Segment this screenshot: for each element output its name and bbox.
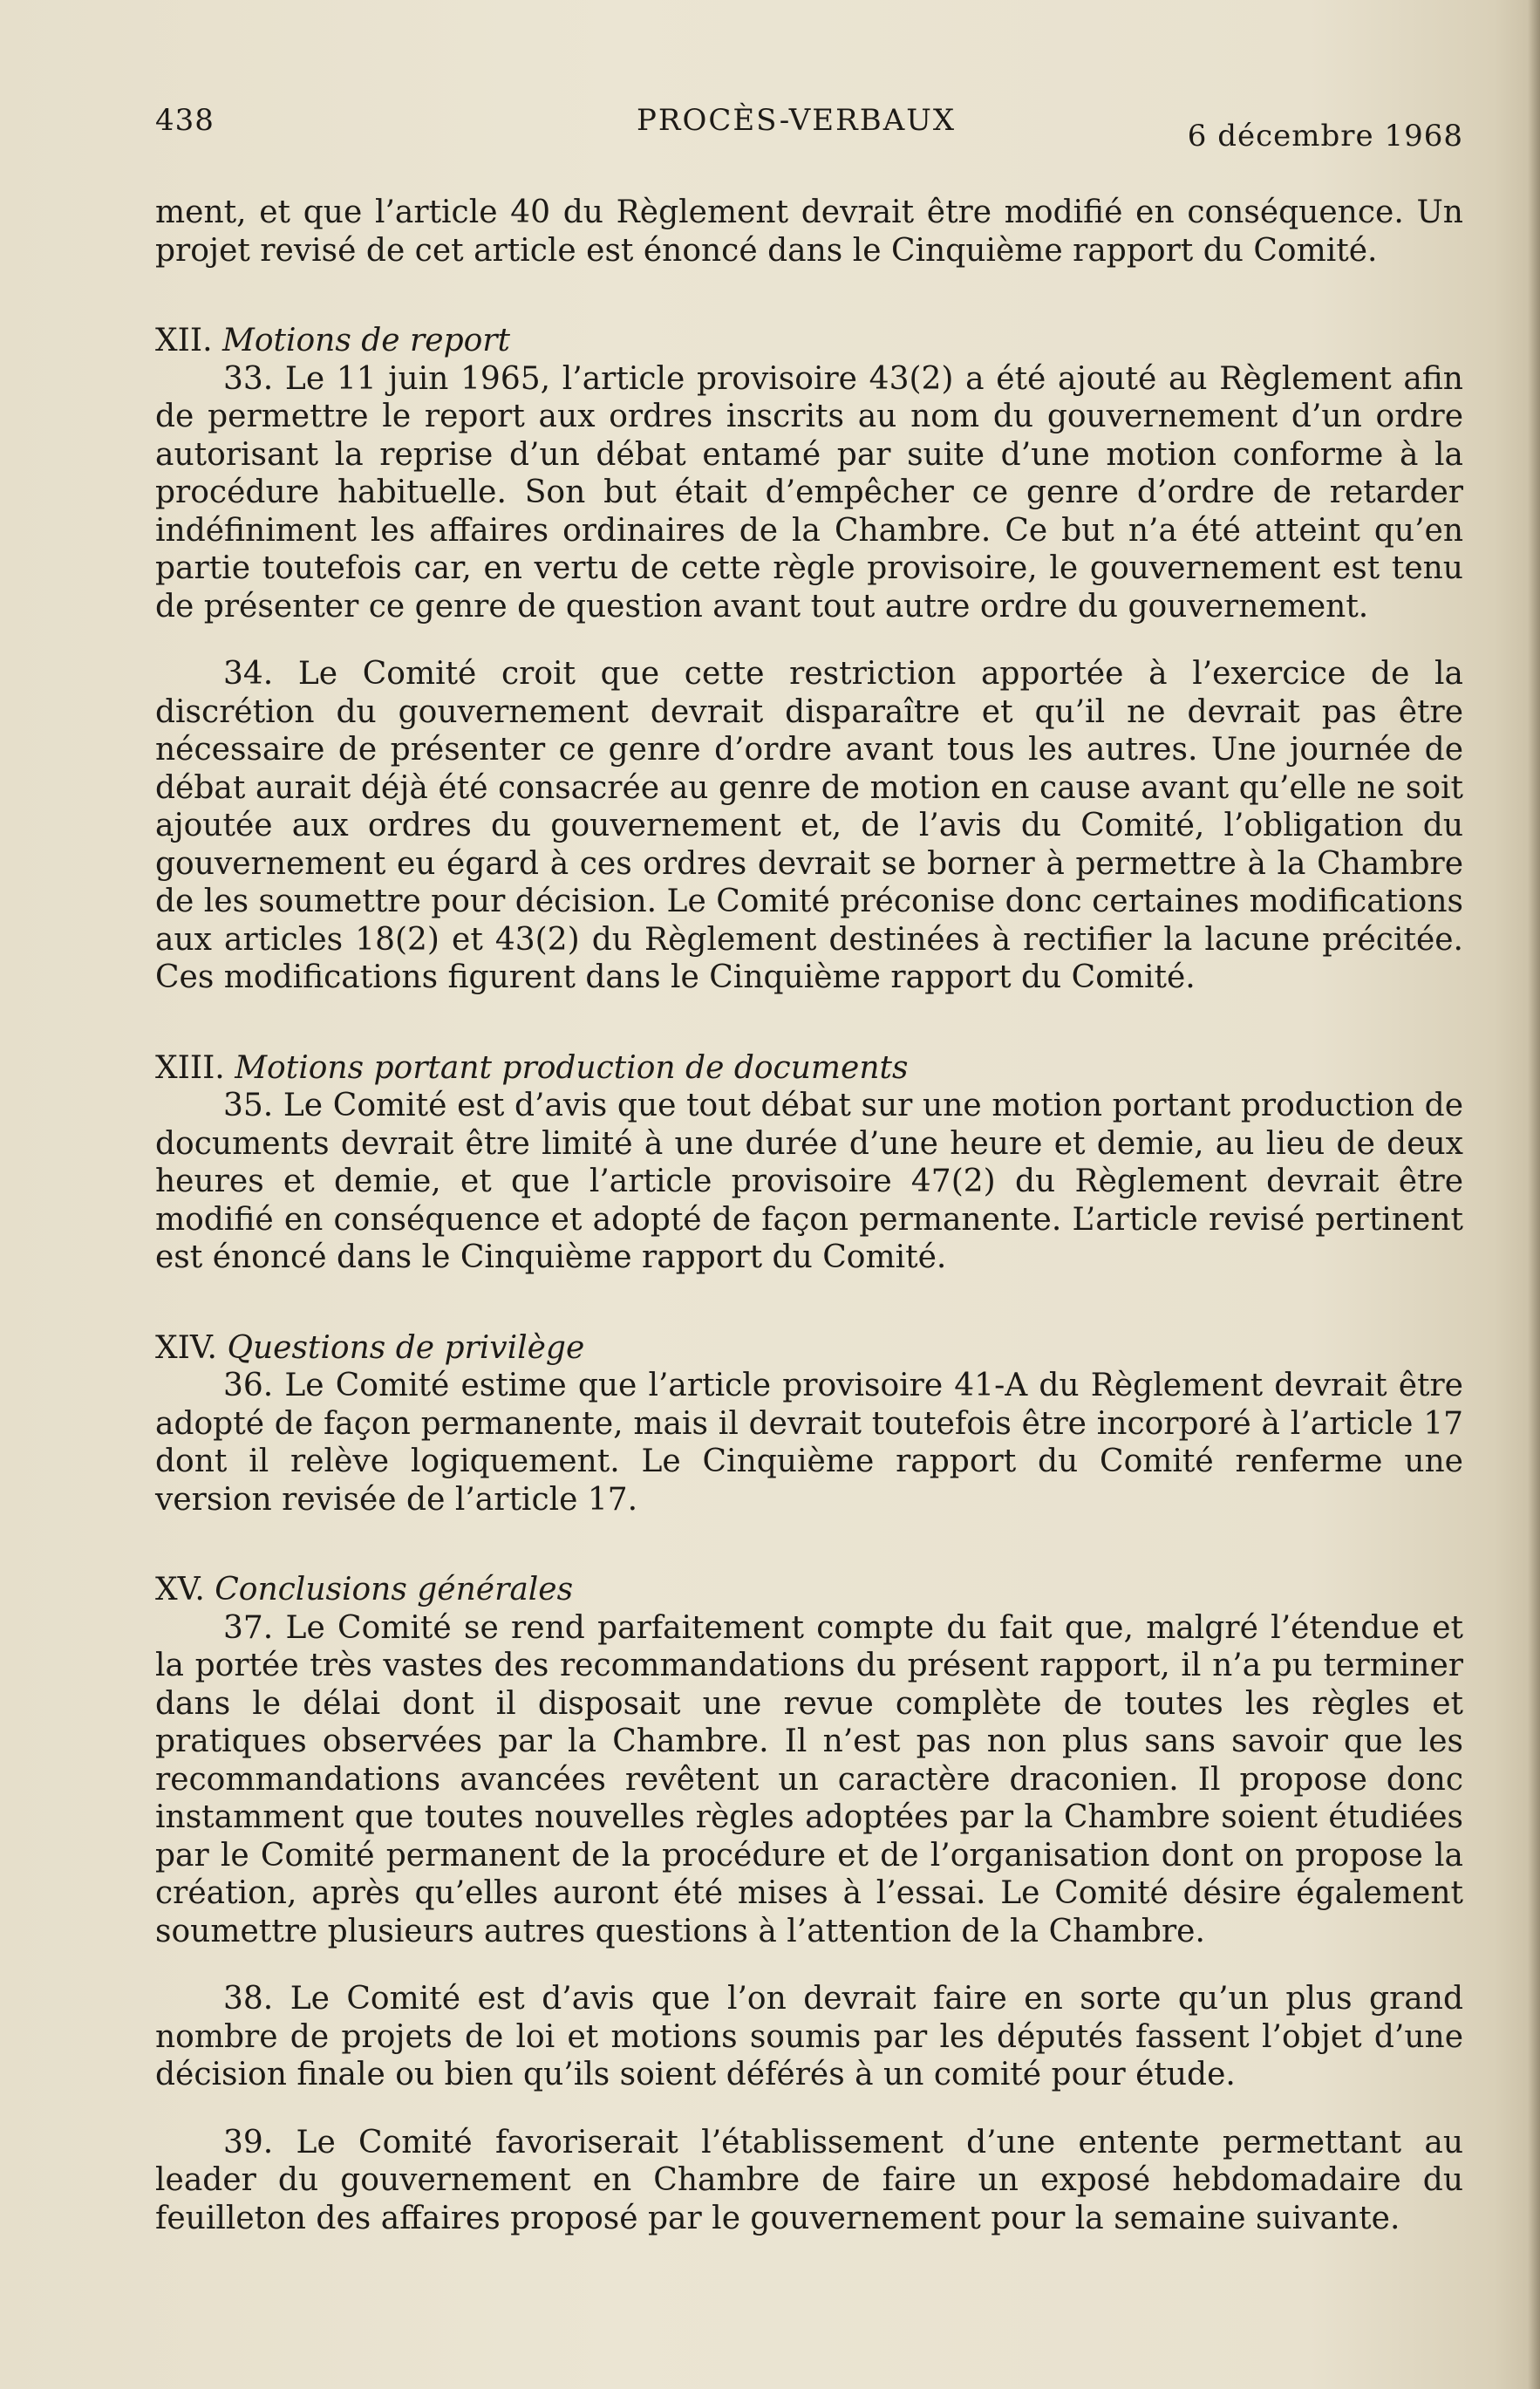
paragraph-39: 39. Le Comité favoriserait l’établissement d’une entente permettant au leader du gouvernement en Chambre de faire un exposé hebdomadaire du feuilleton des affaires proposé par le gouvernement pour la semaine suivante. — [155, 2124, 1463, 2236]
section-heading-xv — [155, 1571, 1463, 1609]
header-title: PROCÈS-VERBAUX — [637, 103, 957, 138]
page-number: 438 — [155, 103, 215, 138]
header-date: 6 décembre 1968 — [1187, 119, 1463, 154]
paragraph-35: 35. Le Comité est d’avis que tout débat sur une motion portant production de documents devrait être limité à une durée d’une heure et demie, au lieu de deux heures et demie, et que l’article provisoire 47(2) du Règlement devrait être modifié en conséquence et adopté de façon permanente. L’article revisé pertinent est énoncé dans le Cinquième rapport du Comité. — [155, 1088, 1463, 1275]
paragraph-36: 36. Le Comité estime que l’article provisoire 41-A du Règlement devrait être adopté de façon permanente, mais il devrait toutefois être incorporé à l’article 17 dont il relève logiquement. Le Cinquième rapport du Comité renferme une version revisée de l’article 17. — [155, 1368, 1463, 1518]
paragraph-34: 34. Le Comité croit que cette restriction apportée à l’exercice de la discrétion du gouvernement devrait disparaître et qu’il ne devrait pas être nécessaire de présenter ce genre d’ordre avant tous les autres. Une journée de débat aurait déjà été consacrée au genre de motion en cause avant qu’elle ne soit ajoutée aux ordres du gouvernement et, de l’avis du Comité, l’obligation du gouvernement eu égard à ces ordres devrait se borner à permettre à la Chambre de les soumettre pour décision. Le Comité préconise donc certaines modifications aux articles 18(2) et 43(2) du Règlement destinées à rectifier la lacune précitée. Ces modifications figurent dans le Cinquième rapport du Comité. — [155, 656, 1463, 995]
page-edge-shadow — [1528, 0, 1540, 2389]
running-header — [155, 103, 1463, 155]
section-label: Conclusions générales — [215, 1572, 574, 1607]
section-label: Questions de privilège — [227, 1329, 585, 1366]
section-heading-xiii — [155, 1049, 1463, 1088]
section-label: Motions portant production de documents — [235, 1049, 909, 1086]
document-body — [155, 194, 1463, 2237]
paragraph-37: 37. Le Comité se rend parfaitement compte du fait que, malgré l’étendue et la portée très vastes des recommandations du présent rapport, il n’a pu terminer dans le délai dont il disposait une revue complète de toutes les règles et pratiques observées par la Chambre. Il n’est pas non plus sans savoir que les recommandations avancées revêtent un caractère draconien. Il propose donc instamment que toutes nouvelles règles adoptées par la Chambre soient étudiées par le Comité permanent de la procédure et de l’organisation dont on propose la création, après qu’elles auront été mises à l’essai. Le Comité désire également soumettre plusieurs autres questions à l’attention de la Chambre. — [155, 1609, 1463, 1949]
paragraph-38: 38. Le Comité est d’avis que l’on devrait faire en sorte qu’un plus grand nombre de projets de loi et motions soumis par les députés fassent l’objet d’une décision finale ou bien qu’ils soient déférés à un comité pour étude. — [155, 1981, 1463, 2092]
continuation-paragraph: ment, et que l’article 40 du Règlement devrait être modifié en conséquence. Un projet revisé de cet article est énoncé dans le Cinquième rapport du Comité. — [155, 195, 1463, 269]
section-number: XV. — [155, 1572, 205, 1607]
section-label: Motions de report — [221, 323, 510, 358]
paragraph-33: 33. Le 11 juin 1965, l’article provisoire 43(2) a été ajouté au Règlement afin de permettre le report aux ordres inscrits au nom du gouvernement d’un ordre autorisant la reprise d’un débat entamé par suite d’une motion conforme à la procédure habituelle. Son but était d’empêcher ce genre d’ordre de retarder indéfiniment les affaires ordinaires de la Chambre. Ce but n’a été atteint qu’en partie toutefois car, en vertu de cette règle provisoire, le gouvernement est tenu de présenter ce genre de question avant tout autre ordre du gouvernement. — [155, 360, 1463, 625]
section-number: XII. — [155, 323, 213, 358]
section-number: XIII. — [155, 1049, 225, 1086]
section-number: XIV. — [155, 1329, 217, 1366]
section-heading-xii — [155, 322, 1463, 360]
section-heading-xiv — [155, 1329, 1463, 1368]
